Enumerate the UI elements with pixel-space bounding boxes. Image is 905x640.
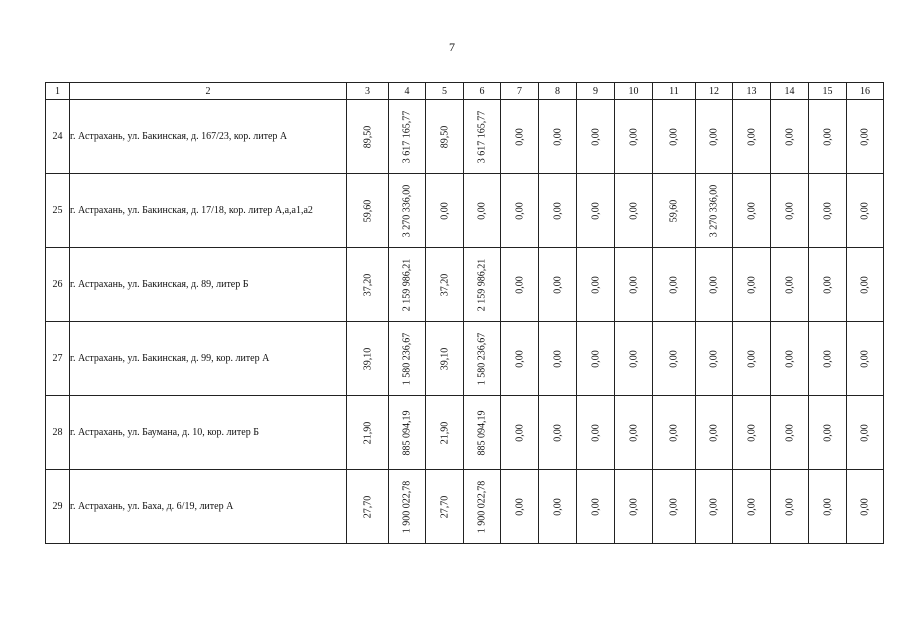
value-cell [847,470,884,544]
value-cell [426,396,464,470]
value-text: 1 900 022,78 [476,480,488,533]
value-text: 2 159 986,21 [476,258,488,311]
value-text: 0,00 [590,349,601,368]
value-cell [809,396,847,470]
value-cell [426,100,464,174]
value-text: 0,00 [822,349,833,368]
value-cell [696,396,733,470]
value-text: 3 270 336,00 [708,184,720,237]
value-text: 0,00 [708,349,720,368]
value-text: 0,00 [668,275,680,294]
value-text: 0,00 [628,423,639,442]
row-number: 25 [46,174,70,248]
value-text: 0,00 [746,349,757,368]
page-number: 7 [449,40,455,54]
value-text: 0,00 [552,201,563,220]
address-cell: г. Астрахань, ул. Баумана, д. 10, кор. литер Б [70,396,347,470]
value-text: 0,00 [822,201,833,220]
value-cell [347,248,389,322]
header-row [46,83,884,100]
data-table [45,82,884,544]
table-row [46,396,884,470]
value-text: 21,90 [439,421,450,444]
value-cell [501,396,539,470]
column-header: 15 [809,83,847,100]
value-text: 0,00 [708,275,720,294]
value-cell [733,322,771,396]
address-cell: г. Астрахань, ул. Бакинская, д. 89, литер Б [70,248,347,322]
value-text: 27,70 [362,495,373,518]
value-cell [426,470,464,544]
value-text: 0,00 [746,497,757,516]
value-text: 0,00 [822,497,833,516]
value-cell [733,248,771,322]
column-header: 1 [46,83,70,100]
table-row [46,322,884,396]
value-cell [615,100,653,174]
value-cell [539,100,577,174]
value-text: 0,00 [859,275,871,294]
row-number: 24 [46,100,70,174]
value-cell [501,248,539,322]
table-row [46,100,884,174]
value-text: 0,00 [552,497,563,516]
value-cell [847,396,884,470]
value-text: 0,00 [746,423,757,442]
value-cell [577,322,615,396]
column-header: 14 [771,83,809,100]
value-text: 0,00 [784,201,795,220]
value-text: 0,00 [784,127,795,146]
column-header: 8 [539,83,577,100]
value-text: 27,70 [439,495,450,518]
address-cell: г. Астрахань, ул. Баха, д. 6/19, литер А [70,470,347,544]
value-cell [577,470,615,544]
value-text: 0,00 [859,201,871,220]
value-text: 885 094,19 [476,410,488,455]
value-text: 885 094,19 [401,410,413,455]
value-text: 0,00 [859,423,871,442]
value-cell [347,174,389,248]
value-cell [771,470,809,544]
value-text: 0,00 [859,497,871,516]
value-cell [615,396,653,470]
column-header: 12 [696,83,733,100]
value-text: 39,10 [362,347,373,370]
value-text: 3 270 336,00 [401,184,413,237]
value-cell [347,322,389,396]
value-text: 0,00 [514,127,525,146]
value-cell [464,470,501,544]
column-header: 7 [501,83,539,100]
value-cell [389,174,426,248]
value-text: 0,00 [668,349,680,368]
value-cell [464,396,501,470]
value-cell [771,248,809,322]
value-text: 0,00 [552,127,563,146]
value-text: 0,00 [708,423,720,442]
value-cell [389,322,426,396]
value-cell [539,396,577,470]
value-text: 0,00 [514,275,525,294]
value-text: 0,00 [552,349,563,368]
value-text: 0,00 [746,201,757,220]
value-cell [464,174,501,248]
table-body [46,100,884,544]
value-text: 0,00 [822,127,833,146]
row-number: 26 [46,248,70,322]
column-header: 16 [847,83,884,100]
value-text: 0,00 [439,201,450,220]
value-text: 37,20 [439,273,450,296]
value-cell [696,174,733,248]
value-cell [809,248,847,322]
value-cell [615,174,653,248]
value-text: 59,60 [362,199,373,222]
value-cell [347,100,389,174]
value-text: 0,00 [628,497,639,516]
value-text: 39,10 [439,347,450,370]
value-text: 0,00 [514,349,525,368]
address-cell: г. Астрахань, ул. Бакинская, д. 99, кор. литер А [70,322,347,396]
value-cell [501,470,539,544]
value-cell [426,322,464,396]
row-number: 29 [46,470,70,544]
value-cell [577,248,615,322]
value-cell [347,470,389,544]
value-text: 0,00 [590,201,601,220]
value-text: 21,90 [362,421,373,444]
value-cell [577,396,615,470]
value-cell [653,174,696,248]
value-text: 0,00 [746,127,757,146]
value-cell [653,248,696,322]
value-cell [847,248,884,322]
value-text: 0,00 [590,497,601,516]
value-cell [847,174,884,248]
value-cell [653,322,696,396]
value-text: 0,00 [628,349,639,368]
column-header: 6 [464,83,501,100]
value-text: 0,00 [746,275,757,294]
value-text: 2 159 986,21 [401,258,413,311]
value-cell [389,470,426,544]
value-cell [771,174,809,248]
value-cell [539,322,577,396]
value-cell [577,100,615,174]
value-cell [501,322,539,396]
value-cell [696,322,733,396]
value-cell [653,100,696,174]
address-cell: г. Астрахань, ул. Бакинская, д. 167/23, кор. литер А [70,100,347,174]
value-cell [809,100,847,174]
value-cell [615,248,653,322]
address-cell: г. Астрахань, ул. Бакинская, д. 17/18, кор. литер А,а,а1,а2 [70,174,347,248]
value-text: 0,00 [514,423,525,442]
value-text: 0,00 [668,423,680,442]
row-number: 27 [46,322,70,396]
table-row [46,174,884,248]
column-header: 5 [426,83,464,100]
value-cell [653,470,696,544]
value-cell [501,100,539,174]
value-text: 1 580 236,67 [401,332,413,385]
column-header: 10 [615,83,653,100]
value-cell [577,174,615,248]
value-cell [464,248,501,322]
value-text: 0,00 [590,127,601,146]
value-cell [464,100,501,174]
value-cell [809,174,847,248]
value-text: 0,00 [590,275,601,294]
value-text: 0,00 [822,423,833,442]
value-cell [733,100,771,174]
value-text: 1 900 022,78 [401,480,413,533]
value-cell [615,470,653,544]
value-cell [771,322,809,396]
value-cell [733,174,771,248]
column-header: 11 [653,83,696,100]
value-text: 0,00 [668,127,680,146]
value-cell [733,396,771,470]
column-header: 4 [389,83,426,100]
value-cell [389,248,426,322]
value-text: 0,00 [859,127,871,146]
value-text: 0,00 [476,201,488,220]
value-text: 59,60 [668,199,680,222]
value-text: 0,00 [668,497,680,516]
value-cell [771,100,809,174]
table-row [46,470,884,544]
value-cell [426,248,464,322]
value-cell [389,396,426,470]
value-cell [809,470,847,544]
value-cell [733,470,771,544]
value-cell [539,174,577,248]
table-row [46,248,884,322]
value-cell [847,322,884,396]
value-cell [347,396,389,470]
value-text: 0,00 [552,423,563,442]
value-text: 0,00 [822,275,833,294]
value-text: 0,00 [590,423,601,442]
value-text: 0,00 [784,349,795,368]
value-text: 1 580 236,67 [476,332,488,385]
column-header: 2 [70,83,347,100]
column-header: 13 [733,83,771,100]
value-text: 3 617 165,77 [476,110,488,163]
value-text: 0,00 [784,423,795,442]
value-cell [615,322,653,396]
column-header: 9 [577,83,615,100]
value-cell [539,248,577,322]
row-number: 28 [46,396,70,470]
value-text: 0,00 [628,275,639,294]
value-cell [809,322,847,396]
value-cell [847,100,884,174]
value-cell [696,470,733,544]
value-text: 0,00 [708,497,720,516]
value-text: 0,00 [859,349,871,368]
value-text: 0,00 [628,201,639,220]
value-text: 37,20 [362,273,373,296]
value-cell [696,248,733,322]
value-cell [426,174,464,248]
value-text: 3 617 165,77 [401,110,413,163]
value-text: 0,00 [784,497,795,516]
value-cell [771,396,809,470]
value-cell [464,322,501,396]
value-cell [696,100,733,174]
value-text: 0,00 [784,275,795,294]
column-header: 3 [347,83,389,100]
value-cell [653,396,696,470]
value-text: 89,50 [362,125,373,148]
value-text: 0,00 [708,127,720,146]
value-text: 0,00 [552,275,563,294]
value-cell [501,174,539,248]
value-text: 89,50 [439,125,450,148]
value-text: 0,00 [514,497,525,516]
value-text: 0,00 [628,127,639,146]
value-text: 0,00 [514,201,525,220]
value-cell [389,100,426,174]
value-cell [539,470,577,544]
